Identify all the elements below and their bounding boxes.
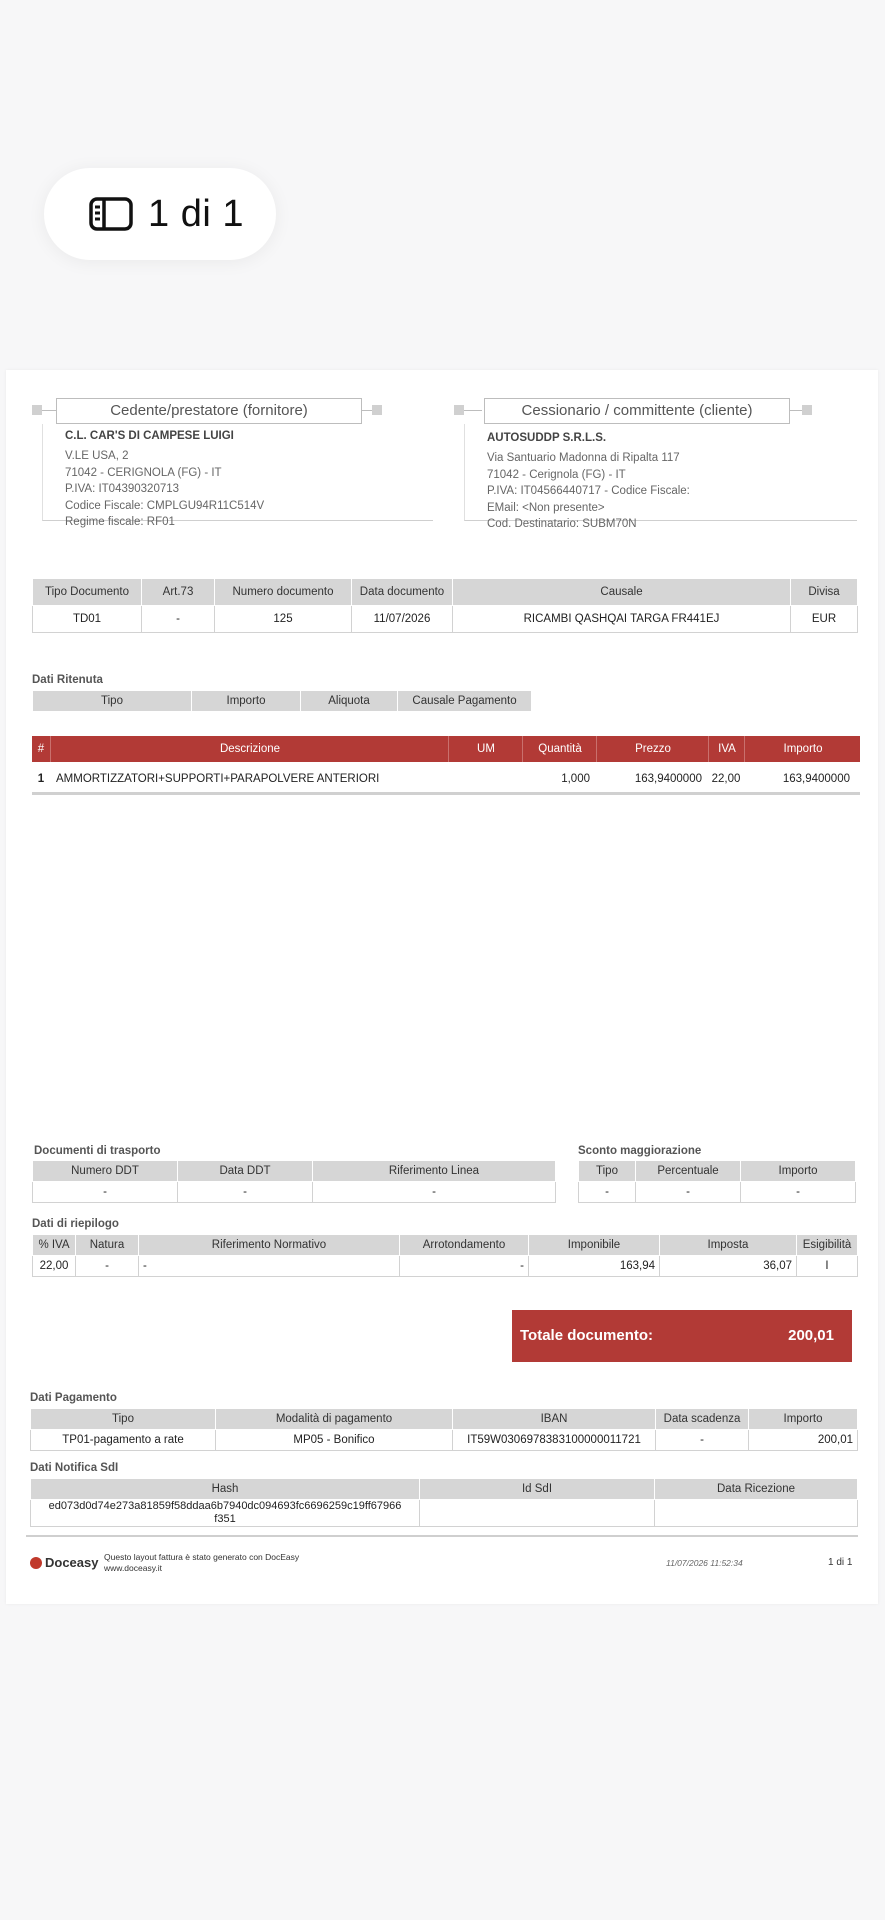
notifica-id-cell — [420, 1500, 655, 1527]
pagamento-title: Dati Pagamento — [30, 1392, 117, 1404]
riepilogo-cell: 22,00 — [33, 1256, 76, 1277]
supplier-line: P.IVA: IT04390320713 — [65, 483, 180, 495]
pagamento-header: Importo — [749, 1409, 858, 1430]
pagamento-table — [30, 1408, 858, 1451]
trasporto-header: Numero DDT — [33, 1161, 178, 1182]
trasporto-title: Documenti di trasporto — [34, 1145, 161, 1157]
doc-cell: 11/07/2026 — [352, 606, 453, 633]
sconto-header: Importo — [741, 1161, 856, 1182]
line-cell: 22,00 — [711, 773, 741, 785]
trasporto-table — [32, 1160, 556, 1203]
lines-header-cell: IVA — [708, 736, 745, 762]
doc-cell: EUR — [791, 606, 858, 633]
line-cell: 163,9400000 — [782, 773, 850, 785]
supplier-line: Regime fiscale: RF01 — [65, 516, 175, 528]
trasporto-cell: - — [33, 1182, 178, 1203]
riepilogo-header: Arrotondamento — [400, 1235, 529, 1256]
line-cell: 163,9400000 — [634, 773, 702, 785]
supplier-line: V.LE USA, 2 — [65, 450, 129, 462]
line-cell: 1 — [37, 773, 45, 785]
riepilogo-cell: 163,94 — [529, 1256, 660, 1277]
line-cell: AMMORTIZZATORI+SUPPORTI+PARAPOLVERE ANTERIORI — [56, 773, 380, 785]
trasporto-cell: - — [313, 1182, 556, 1203]
riepilogo-header: Imponibile — [529, 1235, 660, 1256]
supplier-name: C.L. CAR'S DI CAMPESE LUIGI — [65, 430, 234, 442]
page-indicator[interactable] — [44, 168, 276, 260]
doc-header: Tipo Documento — [33, 579, 142, 606]
customer-line: 71042 - Cerignola (FG) - IT — [487, 468, 626, 481]
sconto-header: Tipo — [579, 1161, 636, 1182]
sconto-cell: - — [636, 1182, 741, 1203]
supplier-line: Codice Fiscale: CMPLGU94R11C514V — [65, 499, 265, 512]
supplier-block — [42, 424, 433, 528]
pagamento-header: Tipo — [31, 1409, 216, 1430]
footer-link[interactable]: www.doceasy.it — [104, 1563, 162, 1573]
invoice-page — [6, 370, 878, 1604]
notifica-header: Id SdI — [420, 1479, 655, 1500]
doc-header: Divisa — [791, 579, 858, 606]
line-cell — [448, 766, 522, 792]
sidebar-pages-icon — [88, 196, 134, 232]
riepilogo-cell: 36,07 — [660, 1256, 797, 1277]
lines-header-cell: # — [37, 743, 45, 755]
riepilogo-cell: - — [76, 1256, 139, 1277]
ritenuta-header: Importo — [192, 691, 301, 712]
ritenuta-header: Tipo — [33, 691, 192, 712]
customer-name: AUTOSUDDP S.R.L.S. — [487, 432, 607, 444]
sconto-table — [578, 1160, 856, 1203]
doc-cell: - — [142, 606, 215, 633]
riepilogo-header: Riferimento Normativo — [139, 1235, 400, 1256]
customer-line: EMail: <Non presente> — [487, 501, 605, 514]
notifica-data-cell — [655, 1500, 858, 1527]
customer-line: Cod. Destinatario: SUBM70N — [487, 518, 637, 530]
footer-note: Questo layout fattura è stato generato con DocEasy — [104, 1552, 300, 1562]
line-item-row — [32, 766, 860, 795]
document-table — [32, 578, 858, 633]
line-cell: 1,000 — [561, 773, 590, 785]
pagamento-cell: TP01-pagamento a rate — [31, 1430, 216, 1451]
notifica-header: Data Ricezione — [655, 1479, 858, 1500]
total-value: 200,01 — [788, 1327, 834, 1344]
pagamento-cell: IT59W0306978383100000011721 — [453, 1430, 656, 1451]
doc-cell: TD01 — [33, 606, 142, 633]
doc-header: Art.73 — [142, 579, 215, 606]
notifica-table — [30, 1478, 858, 1527]
riepilogo-header: Imposta — [660, 1235, 797, 1256]
pagamento-cell: 200,01 — [749, 1430, 858, 1451]
notifica-title: Dati Notifica SdI — [30, 1462, 119, 1474]
total-label: Totale documento: — [520, 1327, 654, 1344]
riepilogo-title: Dati di riepilogo — [32, 1218, 119, 1230]
sconto-title: Sconto maggiorazione — [578, 1145, 702, 1157]
lines-header-cell: Quantità — [522, 736, 597, 762]
riepilogo-cell: - — [400, 1256, 529, 1277]
pagamento-cell: MP05 - Bonifico — [216, 1430, 453, 1451]
supplier-title: Cedente/prestatore (fornitore) — [56, 398, 362, 424]
lines-header — [32, 736, 860, 762]
sconto-cell: - — [579, 1182, 636, 1203]
sconto-header: Percentuale — [636, 1161, 741, 1182]
supplier-line: 71042 - CERIGNOLA (FG) - IT — [65, 466, 222, 479]
riepilogo-header: Natura — [76, 1235, 139, 1256]
pagamento-header: IBAN — [453, 1409, 656, 1430]
doc-header: Causale — [453, 579, 791, 606]
riepilogo-table — [32, 1234, 858, 1277]
hash-line: ed073d0d74e273a81859f58ddaa6b7940dc094693fc6696259c19ff67966 — [48, 1500, 402, 1512]
ritenuta-title: Dati Ritenuta — [32, 674, 103, 686]
customer-line: Via Santuario Madonna di Ripalta 117 — [487, 452, 680, 464]
hash-line: f351 — [214, 1513, 236, 1525]
notifica-header: Hash — [31, 1479, 420, 1500]
trasporto-header: Riferimento Linea — [313, 1161, 556, 1182]
doc-header: Numero documento — [215, 579, 352, 606]
customer-block — [464, 424, 857, 530]
pagamento-cell: - — [656, 1430, 749, 1451]
ritenuta-header: Aliquota — [301, 691, 398, 712]
notifica-hash-cell — [31, 1500, 420, 1527]
lines-header-cell: UM — [448, 736, 523, 762]
footer-page: 1 di 1 — [828, 1557, 853, 1568]
customer-title: Cessionario / committente (cliente) — [484, 398, 790, 424]
total-box — [512, 1310, 852, 1362]
sconto-cell: - — [741, 1182, 856, 1203]
riepilogo-header: Esigibilità — [797, 1235, 858, 1256]
doc-cell: 125 — [215, 606, 352, 633]
pagamento-header: Modalità di pagamento — [216, 1409, 453, 1430]
riepilogo-cell: - — [139, 1256, 400, 1277]
riepilogo-cell: I — [797, 1256, 858, 1277]
trasporto-header: Data DDT — [178, 1161, 313, 1182]
page-indicator-label: 1 di 1 — [148, 192, 244, 235]
doceasy-logo-icon — [30, 1557, 42, 1569]
footer-timestamp: 11/07/2026 11:52:34 — [666, 1558, 743, 1568]
ritenuta-table — [32, 690, 532, 712]
doceasy-logo: Doceasy — [30, 1555, 98, 1570]
lines-header-cell: Importo — [744, 736, 861, 762]
pagamento-header: Data scadenza — [656, 1409, 749, 1430]
ritenuta-header: Causale Pagamento — [398, 691, 532, 712]
customer-line: P.IVA: IT04566440717 - Codice Fiscale: — [487, 485, 690, 497]
lines-header-cell: Prezzo — [596, 736, 709, 762]
riepilogo-header: % IVA — [33, 1235, 76, 1256]
lines-header-cell: Descrizione — [50, 736, 449, 762]
trasporto-cell: - — [178, 1182, 313, 1203]
doc-header: Data documento — [352, 579, 453, 606]
doc-cell: RICAMBI QASHQAI TARGA FR441EJ — [453, 606, 791, 633]
